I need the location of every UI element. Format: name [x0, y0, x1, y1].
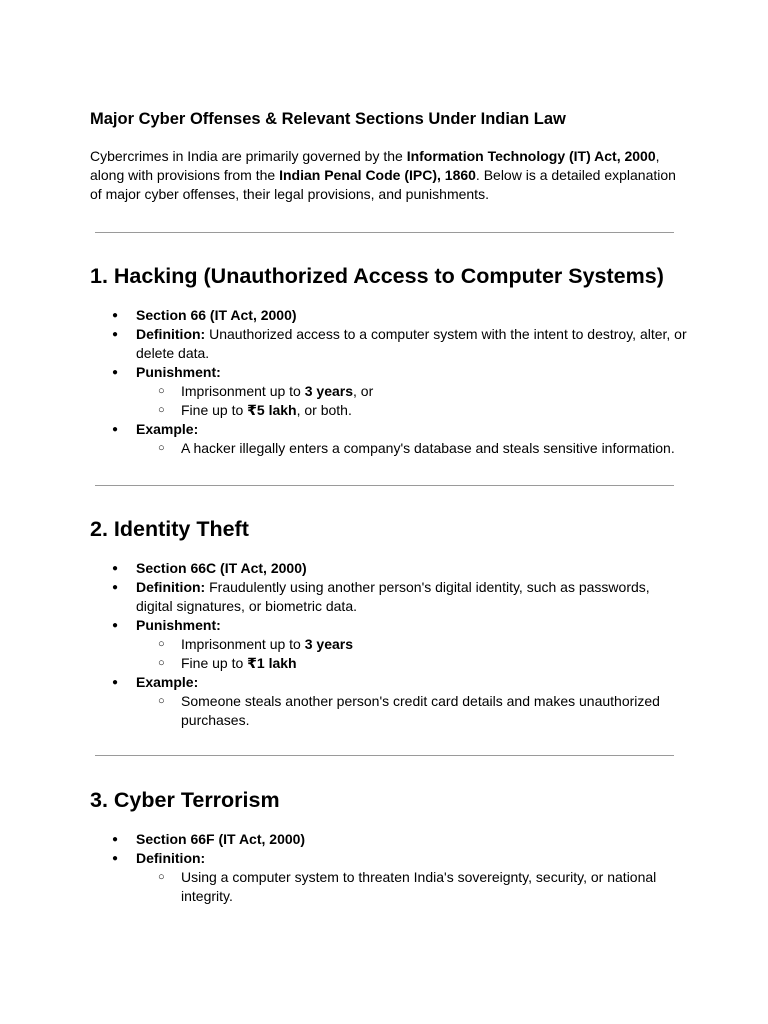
section-number-label: Section 66C (IT Act, 2000) — [136, 560, 307, 576]
section-number-label: Section 66F (IT Act, 2000) — [136, 831, 306, 847]
punishment-value: 3 years — [304, 383, 354, 399]
example-sublist — [136, 692, 690, 730]
punishment-item — [136, 635, 690, 654]
punishment-text: Imprisonment up to — [181, 383, 305, 399]
divider-2 — [95, 485, 674, 486]
punishment-text: Fine up to — [181, 402, 248, 418]
punishment-item — [136, 654, 690, 673]
example-label: Example: — [136, 674, 199, 690]
list-item-example — [90, 673, 690, 730]
list-item-section — [90, 830, 690, 849]
punishment-sublist — [136, 382, 690, 420]
intro-paragraph — [90, 147, 690, 204]
definition-text: Fraudulently using another person's digital identity, such as passwords, digital signatures, or biometric data. — [136, 579, 650, 614]
section-identity-theft — [90, 515, 690, 730]
punishment-suffix: , or both. — [296, 402, 352, 418]
definition-label: Definition: — [136, 850, 206, 866]
intro-bold-it-act: Information Technology (IT) Act, 2000 — [406, 148, 656, 164]
intro-text-3: . Below is a detailed explanation of major cyber offenses, their legal provisions, and punishments. — [90, 167, 676, 202]
document-title: Major Cyber Offenses & Relevant Sections Under Indian Law — [90, 110, 566, 128]
punishment-value: ₹5 lakh — [247, 402, 297, 418]
section-cyber-terrorism — [90, 786, 690, 906]
example-item: ○ A hacker illegally enters a company's database and steals sensitive information. — [136, 439, 690, 458]
section-heading: 3. Cyber Terrorism — [90, 788, 280, 812]
definition-label: Definition: — [136, 579, 206, 595]
intro-bold-ipc: Indian Penal Code (IPC), 1860 — [279, 167, 476, 183]
section-bullet-list — [90, 559, 690, 730]
section-number-label: Section 66 (IT Act, 2000) — [136, 307, 297, 323]
punishment-text: Imprisonment up to — [181, 636, 305, 652]
list-item-definition — [90, 849, 690, 906]
punishment-value: 3 years — [304, 636, 354, 652]
list-item-example — [90, 420, 690, 458]
punishment-item — [136, 382, 690, 401]
definition-sublist — [136, 868, 690, 906]
section-heading: 1. Hacking (Unauthorized Access to Computer Systems) — [90, 264, 664, 288]
section-hacking — [90, 262, 690, 458]
divider-1 — [95, 232, 674, 233]
section-heading: 2. Identity Theft — [90, 517, 249, 541]
definition-item: ○ Using a computer system to threaten India's sovereignty, security, or national integrity. — [136, 868, 690, 906]
punishment-item — [136, 401, 690, 420]
punishment-label: Punishment: — [136, 617, 221, 633]
definition-label: Definition: — [136, 326, 206, 342]
definition-text: Unauthorized access to a computer system with the intent to destroy, alter, or delete data. — [136, 326, 687, 361]
list-item-punishment — [90, 363, 690, 420]
divider-3 — [95, 755, 674, 756]
list-item-section — [90, 306, 690, 325]
list-item-section — [90, 559, 690, 578]
example-item: ○ Someone steals another person's credit card details and makes unauthorized purchases. — [136, 692, 690, 730]
list-item-punishment — [90, 616, 690, 673]
example-label: Example: — [136, 421, 199, 437]
example-sublist — [136, 439, 690, 458]
punishment-value: ₹1 lakh — [247, 655, 297, 671]
punishment-sublist — [136, 635, 690, 673]
section-bullet-list — [90, 306, 690, 458]
list-item-definition — [90, 578, 690, 616]
punishment-suffix: , or — [353, 383, 374, 399]
intro-text-2: , along with provisions from the — [90, 148, 660, 183]
intro-text-1: Cybercrimes in India are primarily governed by the — [90, 148, 407, 164]
list-item-definition — [90, 325, 690, 363]
section-bullet-list — [90, 830, 690, 906]
punishment-label: Punishment: — [136, 364, 221, 380]
punishment-text: Fine up to — [181, 655, 248, 671]
